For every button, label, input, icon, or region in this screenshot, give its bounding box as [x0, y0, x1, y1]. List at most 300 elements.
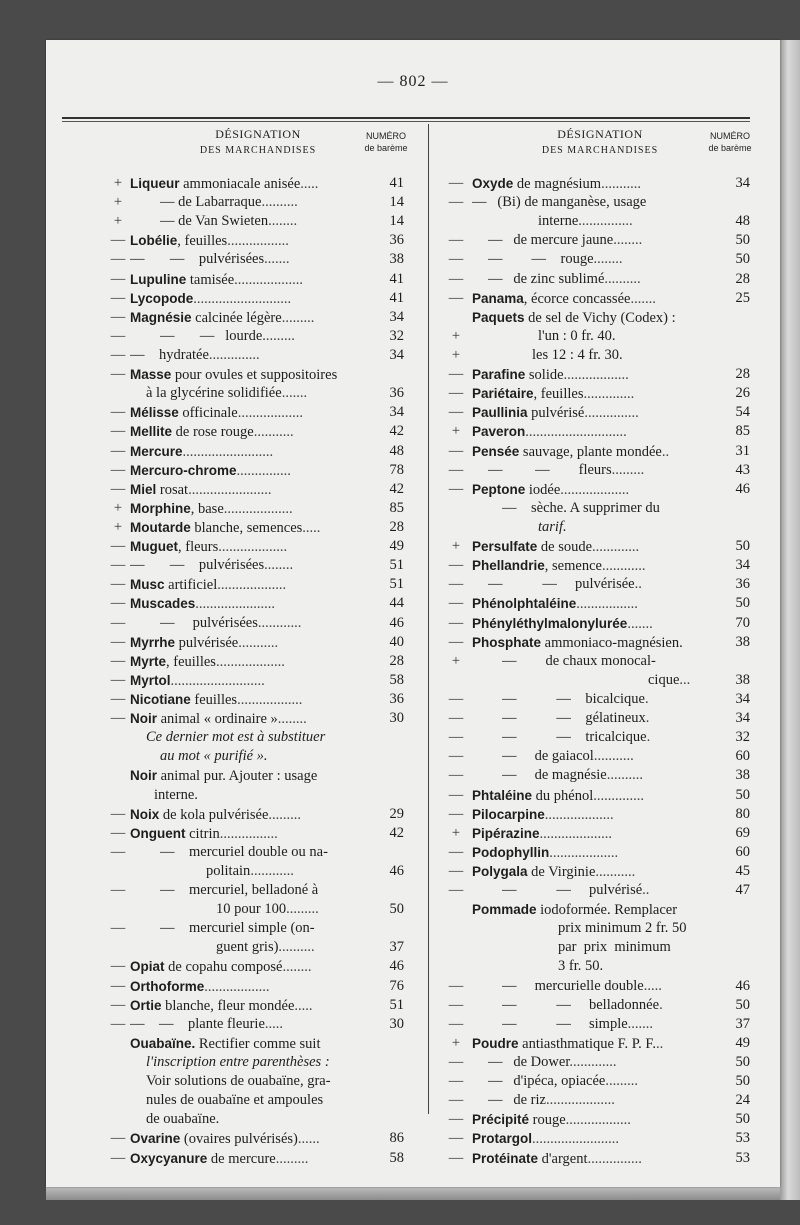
- entry-text: ammoniacale anisée: [179, 176, 301, 192]
- entry-row: [108, 824, 408, 843]
- entry-text: — — pulvérisées: [130, 251, 265, 268]
- entry-name: Ovarine: [130, 1131, 181, 1147]
- status-mark: +: [113, 175, 123, 191]
- status-mark: —: [110, 289, 126, 306]
- leader-dots: .......: [627, 1015, 654, 1032]
- tariff-number: 25: [735, 289, 750, 306]
- leader-dots: .: [659, 996, 663, 1013]
- entry-text: — — bicalcique: [502, 690, 645, 707]
- entry-text: par prix minimum: [558, 939, 671, 956]
- tariff-number: 41: [389, 175, 404, 191]
- entry-text: interne: [538, 213, 579, 230]
- entry-row: [108, 1034, 408, 1053]
- leader-dots: .........: [268, 806, 302, 823]
- entry-row: [446, 1091, 756, 1110]
- entry-text: pour ovules et suppositoires: [171, 367, 338, 384]
- entry-name: Pensée: [472, 443, 520, 459]
- entry-row: [108, 384, 408, 403]
- leader-dots: ............................: [525, 424, 627, 441]
- entry-text: — de gaiacol: [502, 748, 594, 765]
- tariff-number: 29: [389, 805, 404, 822]
- status-mark: —: [110, 404, 126, 421]
- leader-dots: ........: [277, 711, 307, 728]
- entry-row: [108, 977, 408, 996]
- tariff-number: 28: [735, 366, 750, 383]
- entry-row: [108, 365, 408, 384]
- entry-row: [108, 709, 408, 728]
- entry-name: Ouabaïne.: [130, 1035, 196, 1051]
- entry-name: Lycopode: [130, 290, 194, 306]
- status-mark: —: [448, 175, 464, 191]
- status-mark: —: [448, 614, 464, 631]
- entry-row: [108, 1091, 408, 1110]
- tariff-number: 54: [735, 404, 750, 421]
- tariff-number: 50: [735, 538, 750, 555]
- tariff-number: 58: [389, 1149, 404, 1166]
- entry-text: , fleurs: [178, 539, 219, 556]
- entry-name: Phénolphtaléine: [472, 596, 577, 612]
- leader-dots: ...................: [545, 1092, 615, 1109]
- leader-dots: ...............: [236, 462, 291, 479]
- entry-name: Oxyde: [472, 176, 514, 191]
- entry-name: Oxycyanure: [130, 1150, 208, 1166]
- tariff-number: 50: [735, 1073, 750, 1090]
- entry-row: [108, 442, 408, 461]
- entry-text: — mercuriel simple (on-: [160, 920, 315, 937]
- entry-name: Moutarde: [130, 519, 191, 535]
- entry-name: Peptone: [472, 481, 526, 497]
- tariff-number: 34: [389, 404, 404, 421]
- entry-name: Noir: [130, 711, 157, 727]
- entry-text: — — simple: [502, 1015, 628, 1032]
- entry-name: Pipérazine: [472, 825, 540, 841]
- leader-dots: ..................: [565, 1112, 631, 1129]
- entry-text: — — fleurs: [488, 461, 612, 478]
- leader-dots: ....................: [539, 825, 613, 842]
- leader-dots: ........: [613, 232, 643, 249]
- entry-text: nules de ouabaïne et ampoules: [146, 1092, 324, 1109]
- tariff-number: 80: [735, 805, 750, 822]
- tariff-number: 50: [735, 595, 750, 612]
- leader-dots: .: [645, 710, 650, 727]
- entry-name: Pariétaire: [472, 386, 534, 402]
- tariff-number: 41: [389, 289, 404, 306]
- leader-dots: .....: [302, 519, 321, 536]
- tariff-number: 78: [389, 461, 404, 478]
- entry-name: Phtaléine: [472, 787, 533, 803]
- status-mark: —: [448, 1073, 464, 1090]
- entry-text: blanche, fleur mondée: [161, 997, 295, 1014]
- entry-name: Mercuro-chrome: [130, 462, 237, 478]
- left-column-header: [168, 127, 348, 156]
- entry-row: [446, 499, 756, 518]
- entry-text: de soude: [537, 539, 593, 556]
- entry-row: [108, 270, 408, 289]
- entry-row: [108, 537, 408, 556]
- leader-dots: ..........: [261, 194, 298, 211]
- status-mark: +: [113, 518, 123, 535]
- leader-dots: ...........: [593, 748, 634, 765]
- status-mark: +: [113, 194, 123, 211]
- entry-text: d'argent: [538, 1150, 588, 1167]
- leader-dots: ........................: [532, 1131, 620, 1148]
- leader-dots: ...................: [223, 500, 293, 517]
- page-edge-right: [780, 40, 800, 1200]
- entry-text: Ce dernier mot est à substituer: [146, 729, 326, 746]
- status-mark: —: [110, 442, 126, 459]
- entry-row: [108, 1015, 408, 1034]
- entry-name: Magnésie: [130, 309, 192, 325]
- right-entry-column: [446, 174, 756, 1168]
- status-mark: —: [448, 480, 464, 497]
- entry-row: [108, 843, 408, 862]
- entry-row: [446, 1149, 756, 1168]
- status-mark: —: [110, 1130, 126, 1147]
- status-mark: +: [113, 213, 123, 230]
- tariff-number: 14: [389, 194, 404, 211]
- status-mark: —: [110, 843, 126, 860]
- status-mark: —: [448, 1092, 464, 1109]
- status-mark: —: [448, 461, 464, 478]
- entry-row: [446, 938, 756, 957]
- status-mark: —: [110, 1015, 126, 1032]
- leader-dots: ..................: [237, 405, 303, 422]
- tariff-number: 50: [389, 901, 404, 918]
- tariff-number: 47: [735, 882, 750, 899]
- entry-text: l'un : 0 fr. 40.: [538, 327, 616, 344]
- tariff-number: 34: [389, 346, 404, 363]
- bareme-heading: de barème: [708, 143, 752, 153]
- tariff-number: 46: [389, 614, 404, 631]
- entry-text: rouge: [529, 1112, 566, 1129]
- leader-dots: ..................: [204, 978, 270, 995]
- leader-dots: ..............: [208, 346, 260, 363]
- entry-row: [446, 919, 756, 938]
- status-mark: —: [110, 671, 126, 688]
- entry-text: ammoniaco-magnésien.: [541, 634, 683, 651]
- leader-dots: ..: [634, 576, 642, 593]
- leader-dots: .......: [281, 385, 308, 402]
- tariff-number: 38: [735, 671, 750, 688]
- status-mark: —: [110, 824, 126, 841]
- entry-row: [108, 461, 408, 480]
- entry-text: — de zinc sublimé: [488, 270, 605, 287]
- entry-name: Miel: [130, 481, 157, 497]
- entry-text: — — plante fleurie: [130, 1015, 265, 1032]
- status-mark: —: [448, 366, 464, 383]
- entry-row: [446, 250, 756, 269]
- right-number-header: [700, 130, 760, 154]
- status-mark: —: [110, 958, 126, 975]
- entry-text: — de magnésie: [502, 767, 607, 784]
- entry-row: [446, 824, 756, 843]
- entry-text: , semence: [544, 558, 602, 575]
- entry-row: [446, 1053, 756, 1072]
- entry-row: [108, 289, 408, 308]
- entry-row: [446, 212, 756, 231]
- entry-text: blanche, semences: [190, 519, 303, 536]
- tariff-number: 34: [735, 175, 750, 191]
- tariff-number: 50: [735, 1111, 750, 1128]
- entry-text: au mot « purifié ».: [160, 748, 268, 765]
- entry-text: solide: [525, 367, 564, 384]
- entry-row: [108, 308, 408, 327]
- leader-dots: ......................: [195, 596, 276, 613]
- entry-name: Orthoforme: [130, 978, 205, 994]
- tariff-number: 37: [389, 939, 404, 956]
- entry-text: Voir solutions de ouabaïne, gra-: [146, 1073, 331, 1090]
- entry-row: [446, 174, 756, 193]
- status-mark: —: [448, 805, 464, 822]
- leader-dots: .........................: [182, 443, 274, 460]
- entry-name: Mellite: [130, 424, 173, 440]
- entry-text: calcinée légère: [191, 309, 282, 326]
- leader-dots: ...........: [253, 424, 294, 441]
- entry-name: Précipité: [472, 1112, 530, 1128]
- tariff-number: 48: [735, 213, 750, 230]
- entry-text: — — rouge: [488, 251, 594, 268]
- tariff-number: 50: [735, 1054, 750, 1071]
- tariff-number: 40: [389, 633, 404, 650]
- page-number: — 802 —: [377, 73, 449, 90]
- status-mark: —: [110, 996, 126, 1013]
- leader-dots: ...............: [587, 1150, 642, 1167]
- entry-text: antiasthmatique F. P. F.: [518, 1035, 656, 1052]
- tariff-number: 36: [389, 232, 404, 249]
- entry-row: [446, 843, 756, 862]
- status-mark: —: [448, 404, 464, 421]
- leader-dots: ........: [282, 959, 312, 976]
- entry-name: Persulfate: [472, 539, 538, 555]
- entry-text: du phénol: [532, 787, 594, 804]
- entry-text: de kola pulvérisée: [159, 806, 269, 823]
- leader-dots: ............: [250, 862, 294, 879]
- entry-row: [446, 346, 756, 365]
- left-entry-column: [108, 174, 408, 1168]
- status-mark: —: [110, 614, 126, 631]
- entry-text: iodoformée. Remplacer: [536, 902, 678, 919]
- leader-dots: ..............: [583, 386, 635, 403]
- status-mark: —: [448, 1149, 464, 1166]
- leader-dots: ..: [655, 1035, 664, 1052]
- tariff-number: 37: [735, 1015, 750, 1032]
- entry-text: pulvérisé: [527, 405, 585, 422]
- status-mark: —: [448, 1130, 464, 1147]
- tariff-number: 53: [735, 1149, 750, 1166]
- entry-text: interne.: [154, 786, 198, 803]
- status-mark: —: [110, 270, 126, 287]
- leader-dots: ............: [601, 558, 646, 575]
- entry-row: [108, 193, 408, 212]
- tariff-number: 46: [389, 958, 404, 975]
- leader-dots: ...................: [218, 539, 288, 556]
- entry-text: les 12 : 4 fr. 30.: [532, 346, 623, 363]
- entry-name: Ortie: [130, 997, 162, 1013]
- entry-name: Mélisse: [130, 405, 179, 421]
- entry-name: Onguent: [130, 825, 186, 841]
- entry-text: — — belladonnée: [502, 996, 660, 1013]
- entry-text: (ovaires pulvérisés): [180, 1131, 298, 1148]
- numero-heading: NUMÉRO: [366, 131, 406, 141]
- leader-dots: ...........................: [193, 290, 292, 307]
- status-mark: +: [451, 1034, 461, 1051]
- page-edge-bottom: [46, 1187, 780, 1200]
- leader-dots: ..........................: [170, 672, 265, 689]
- entry-text: — — tricalcique: [502, 729, 647, 746]
- entry-name: Morphine: [130, 500, 191, 516]
- entry-row: [108, 575, 408, 594]
- tariff-number: 34: [735, 690, 750, 707]
- entry-row: [108, 614, 408, 633]
- entry-name: Phellandrie: [472, 558, 545, 574]
- numero-heading: NUMÉRO: [710, 131, 750, 141]
- tariff-number: 51: [389, 996, 404, 1013]
- leader-dots: .: [646, 729, 651, 746]
- entry-row: [108, 174, 408, 193]
- entry-name: Pilocarpine: [472, 806, 545, 822]
- status-mark: —: [110, 1149, 126, 1166]
- tariff-number: 38: [389, 251, 404, 268]
- status-mark: —: [110, 652, 126, 669]
- left-number-header: [356, 130, 416, 154]
- entry-text: officinale: [178, 405, 238, 422]
- leader-dots: ...................: [544, 806, 614, 823]
- status-mark: —: [448, 595, 464, 612]
- entry-row: [108, 556, 408, 575]
- tariff-number: 28: [735, 270, 750, 287]
- entry-name: Polygala: [472, 863, 528, 879]
- leader-dots: ...: [679, 671, 691, 688]
- status-mark: —: [448, 748, 464, 765]
- entry-text: , feuilles: [533, 386, 584, 403]
- entry-row: [108, 250, 408, 269]
- entry-row: [446, 365, 756, 384]
- leader-dots: ..: [661, 443, 670, 460]
- entry-row: [446, 384, 756, 403]
- tariff-number: 38: [735, 767, 750, 784]
- entry-name: Paquets: [472, 309, 525, 325]
- tariff-number: 36: [389, 690, 404, 707]
- leader-dots: ..........: [604, 270, 641, 287]
- entry-row: [108, 346, 408, 365]
- entry-row: [446, 977, 756, 996]
- entry-text: pulvérisée: [175, 634, 239, 651]
- entry-row: [108, 1072, 408, 1091]
- status-mark: —: [110, 805, 126, 822]
- leader-dots: ........: [268, 213, 298, 230]
- entry-row: [446, 518, 756, 537]
- tariff-number: 24: [735, 1092, 750, 1109]
- entry-text: cique: [648, 671, 680, 688]
- status-mark: —: [110, 882, 126, 899]
- tariff-number: 51: [389, 557, 404, 574]
- tariff-number: 42: [389, 824, 404, 841]
- tariff-number: 76: [389, 977, 404, 994]
- tariff-number: 14: [389, 213, 404, 230]
- right-column-header: [510, 127, 690, 156]
- entry-row: [108, 786, 408, 805]
- entry-text: — mercuriel, belladoné à: [160, 882, 319, 899]
- entry-row: [108, 480, 408, 499]
- status-mark: —: [110, 461, 126, 478]
- entry-row: [446, 461, 756, 480]
- status-mark: —: [448, 690, 464, 707]
- entry-row: [108, 633, 408, 652]
- entry-row: [446, 594, 756, 613]
- status-mark: —: [448, 251, 464, 268]
- status-mark: +: [451, 652, 461, 669]
- entry-text: citrin: [185, 825, 220, 842]
- entry-text: Rectifier comme suit: [195, 1035, 321, 1052]
- entry-text: — mercuriel double ou na-: [160, 843, 328, 860]
- designation-heading: DÉSIGNATION: [215, 127, 301, 141]
- entry-row: [446, 442, 756, 461]
- entry-text: — hydratée: [130, 346, 209, 363]
- status-mark: —: [110, 308, 126, 325]
- entry-name: Podophyllin: [472, 844, 550, 860]
- status-mark: —: [448, 843, 464, 860]
- entry-text: — d'ipéca, opiacée: [488, 1073, 606, 1090]
- entry-text: sauvage, plante mondée: [519, 443, 662, 460]
- status-mark: —: [448, 996, 464, 1013]
- entry-name: Pommade: [472, 902, 537, 918]
- entry-text: animal pur. Ajouter : usage: [157, 768, 318, 785]
- status-mark: —: [448, 882, 464, 899]
- entry-text: rosat: [156, 481, 189, 498]
- leader-dots: .......................: [188, 481, 272, 498]
- entry-text: tarif.: [538, 518, 567, 535]
- entry-text: , feuilles: [177, 233, 228, 250]
- entry-row: [446, 422, 756, 441]
- entry-name: Lobélie: [130, 233, 178, 249]
- entry-name: Protargol: [472, 1131, 533, 1147]
- status-mark: —: [110, 595, 126, 612]
- tariff-number: 42: [389, 423, 404, 440]
- status-mark: +: [451, 327, 461, 344]
- tariff-number: 32: [735, 729, 750, 746]
- entry-name: Muscades: [130, 596, 196, 612]
- status-mark: —: [448, 729, 464, 746]
- status-mark: —: [110, 977, 126, 994]
- entry-name: Paullinia: [472, 405, 528, 421]
- tariff-number: 69: [735, 824, 750, 841]
- tariff-number: 30: [389, 710, 404, 727]
- entry-row: [446, 728, 756, 747]
- entry-name: Paveron: [472, 424, 526, 440]
- leader-dots: .........: [605, 1073, 638, 1090]
- status-mark: —: [110, 557, 126, 574]
- entry-row: [446, 862, 756, 881]
- status-mark: —: [110, 251, 126, 268]
- leader-dots: .......: [627, 615, 653, 632]
- entry-text: de ouabaïne.: [146, 1111, 220, 1128]
- entry-row: [446, 575, 756, 594]
- entry-row: [108, 652, 408, 671]
- entry-text: — — pulvérisées: [130, 557, 265, 574]
- tariff-number: 48: [389, 442, 404, 459]
- tariff-number: 60: [735, 748, 750, 765]
- tariff-number: 38: [735, 633, 750, 650]
- entry-row: [108, 957, 408, 976]
- entry-name: Mercure: [130, 443, 183, 459]
- entry-text: , base: [190, 500, 224, 517]
- tariff-number: 34: [735, 557, 750, 574]
- entry-row: [108, 1129, 408, 1148]
- tariff-number: 42: [389, 480, 404, 497]
- entry-row: [446, 556, 756, 575]
- entry-text: — de Dower: [488, 1054, 570, 1071]
- entry-text: l'inscription entre parenthèses :: [146, 1054, 330, 1071]
